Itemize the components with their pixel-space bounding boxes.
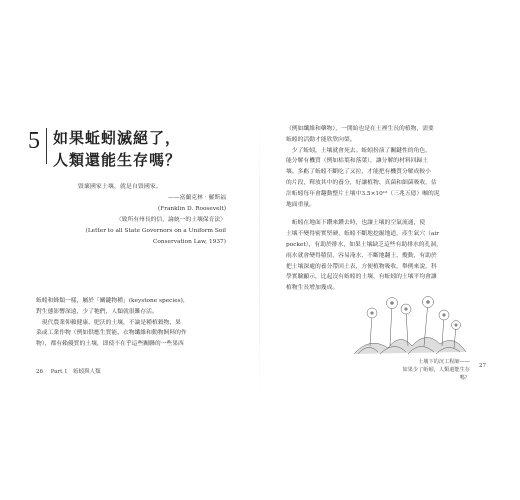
text-line: 計蚯蚓每年會翻動整片土壤中3.5×10¹²（三兆五億）噸的泥 [286, 190, 440, 197]
left-footer [36, 367, 107, 375]
chapter-title-line: 人類還能生存嗎？ [53, 151, 182, 169]
right-footer [396, 358, 484, 382]
text-line: 物），都有賴優質的土壤，即使不在乎這些關聯的一些果西 [36, 341, 184, 348]
text-line: 的片段，釋放其中的養分，好讓植物、真菌和細菌吸收，估 [286, 179, 437, 186]
epigraph-author-en: (Franklin D. Roosevelt) [157, 206, 226, 212]
text-line: 雨水就會變得積留，容易淹水，不斷地翻土、攪動，有助於 [286, 252, 437, 259]
page-number: 26 [36, 369, 43, 375]
chapter-divider [46, 128, 47, 164]
running-head: 土壤下的沉工程師—— [418, 359, 470, 365]
running-head: 如果少了蚯蚓，人類還能生存嗎？ [402, 367, 470, 381]
text-line: （例如纖維和藥物），一開始也是在土裡生長的植物，需要 [286, 126, 434, 132]
text-line: 蚯蚓的活動才能欣欣向榮。 [286, 136, 356, 143]
epigraph-quote: 毀壞國家土壤，就是自毀國家。 [78, 184, 162, 190]
flower-illustration-icon [350, 296, 468, 356]
text-line: 少了蚯蚓，土壤就會死去。蚯蚓扮演了關鍵性的角色， [286, 147, 431, 154]
text-line: 壤。多虧了蚯蚓不斷吃了又拉，才能把有機質分解成較小 [286, 169, 431, 176]
left-body-text [36, 296, 226, 350]
text-line: 蚯蚓在地面下鑽來鑽去時，也讓土壤的空氣流通，使 [286, 220, 426, 227]
text-line: pocket），有助於排水，如果土壤缺乏這些有助排水的孔洞， [286, 241, 442, 248]
chapter-title [53, 127, 181, 171]
epigraph-source: 〈致所有州長的信，論統一的土壤保育法〉 [115, 217, 226, 223]
section-label: Part 1 蚯蚓與人類 [50, 369, 101, 375]
epigraph-source-en: (Letter to all State Governors on a Uniform Soil [85, 228, 226, 234]
text-line: 現代農業仰賴健康、肥沃的土壤，不論是種植穀物、果 [36, 319, 181, 326]
epigraph [78, 182, 226, 248]
page-number: 27 [479, 363, 486, 369]
right-body-text [286, 124, 482, 294]
text-line: 地面重量。 [286, 201, 315, 208]
chapter-number: 5 [28, 128, 40, 154]
text-line: 能分解有機質（例如枯葉和落葉），讓分解的材料回歸土 [286, 158, 429, 165]
text-line: 學實驗顯示，比起沒有蚯蚓的土壤，有蚯蚓的土壤平均會讓 [286, 274, 437, 281]
text-line: 蚯蚓和蜂類一樣，屬於「關鍵物種」(keystone species)， [36, 298, 189, 304]
epigraph-author: ——富蘭克林‧羅斯福 [168, 195, 226, 201]
text-line: 對生態影響深遠，少了牠們，人類就很難存活。 [36, 308, 158, 315]
epigraph-source-en: Conservation Law, 1937) [152, 239, 226, 245]
text-line: 土壤不變得密實堅硬，蚯蚓不斷地挖掘地道，產生氣穴（air [286, 231, 440, 238]
text-line: 植物生長增加幾成。 [286, 285, 339, 292]
text-line: 把土壤深處的養分帶回土表，方便植物吸收，舉例來說，科 [286, 263, 437, 270]
chapter-title-line: 如果蚯蚓滅絕了， [53, 129, 182, 147]
text-line: 菜或工業作物（例如供應生質能、衣物纖維和動物飼料的作 [36, 330, 187, 337]
